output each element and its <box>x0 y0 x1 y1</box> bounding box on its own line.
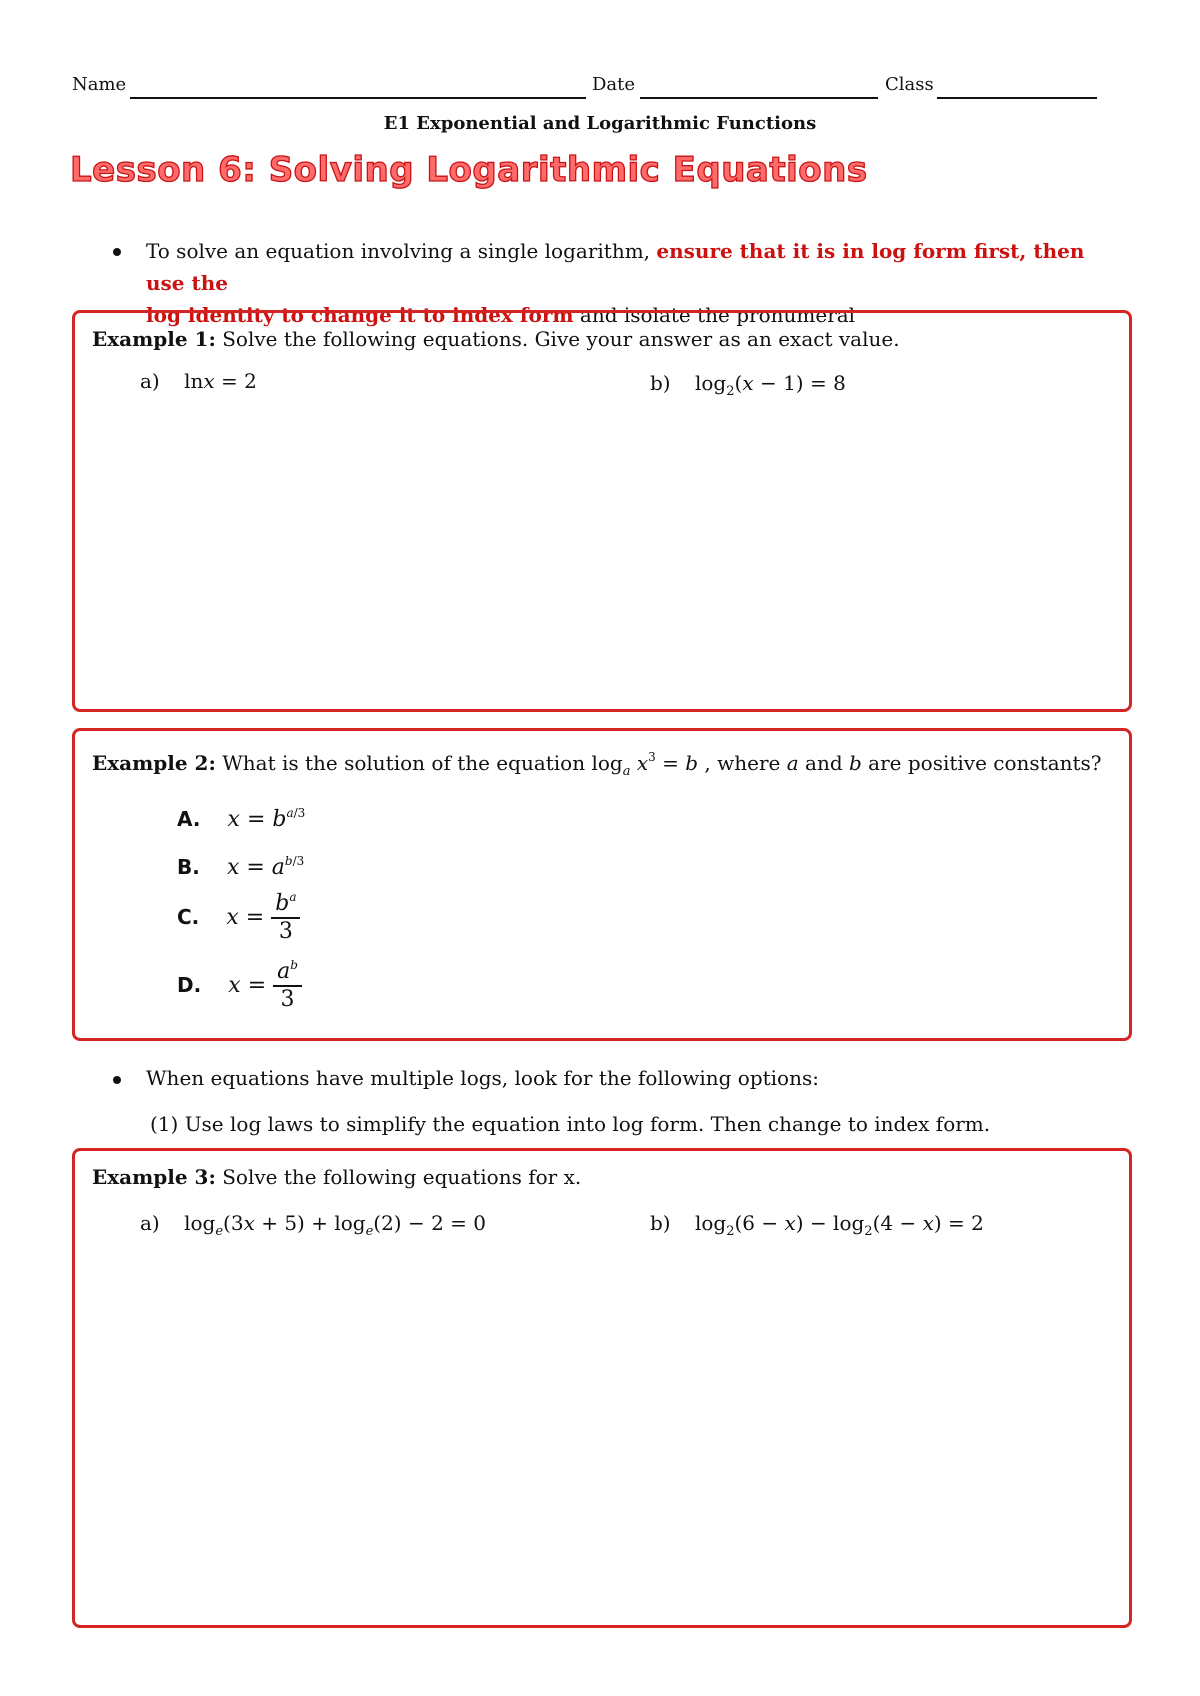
bullet-multiple-logs: When equations have multiple logs, look for the following options: <box>146 1066 819 1090</box>
example2-equation: $\log_a x^3 = b$ <box>591 750 699 779</box>
option-c[interactable] <box>177 891 300 945</box>
date-label: Date <box>592 74 636 95</box>
example2-heading: Example 2: What is the solution of the equation $\log_a x^3 = b$ , where a and b are positive constants? <box>92 750 1102 779</box>
ex3-part-a-equation: $\log_e(3x + 5) + \log_e(2) - 2 = 0$ <box>184 1211 487 1239</box>
option-a-letter: A. <box>177 807 201 831</box>
option-d[interactable] <box>177 959 302 1013</box>
option-1-text: (1) Use log laws to simplify the equation into log form. Then change to index form. <box>150 1112 991 1136</box>
example2-label: Example 2: <box>92 751 216 775</box>
option-d-letter: D. <box>177 973 202 997</box>
bullet1-pre: To solve an equation involving a single logarithm, <box>146 239 657 263</box>
example1-box <box>72 310 1132 712</box>
example1-heading <box>92 327 900 351</box>
class-field[interactable] <box>937 97 1097 99</box>
bullet1-post: and isolate the pronumeral <box>573 303 856 327</box>
ex3-part-b-label: b) <box>650 1211 671 1235</box>
part-b-equation: $\log_2(x - 1) = 8$ <box>694 371 846 399</box>
example3-part-a <box>140 1211 487 1239</box>
option-c-expr: x = $\frac{b^a}{3}$ <box>226 905 300 930</box>
example1-label: Example 1: <box>92 327 216 351</box>
ex3-part-a-label: a) <box>140 1211 160 1235</box>
option-b[interactable] <box>177 855 304 880</box>
bullet1-red2: log identity to change it to index form <box>146 303 574 327</box>
unit-title: E1 Exponential and Logarithmic Functions <box>383 113 817 134</box>
option-b-letter: B. <box>177 855 200 879</box>
example1-part-b <box>650 371 846 399</box>
example1-part-a <box>140 369 257 393</box>
class-label: Class <box>885 74 934 95</box>
example3-heading <box>92 1165 581 1189</box>
bullet-icon <box>113 1076 121 1084</box>
option-b-expr: $x = a^{b/3}$ <box>226 854 305 880</box>
example1-text: Solve the following equations. Give your answer as an exact value. <box>215 327 900 351</box>
example2-box <box>72 728 1132 1041</box>
option-d-expr: x = $\frac{a^b}{3}$ <box>228 973 302 998</box>
example2-text-pre: What is the solution of the equation <box>215 751 592 775</box>
example3-box <box>72 1148 1132 1628</box>
date-field[interactable] <box>640 97 878 99</box>
part-a-equation: lnx = 2 <box>184 369 257 393</box>
ex3-part-b-equation: $\log_2(6 - x) - \log_2(4 - x) = 2$ <box>694 1211 984 1239</box>
example3-part-b <box>650 1211 984 1239</box>
example3-text: Solve the following equations for x. <box>215 1165 582 1189</box>
part-a-label: a) <box>140 369 160 393</box>
example3-label: Example 3: <box>92 1165 216 1189</box>
name-field[interactable] <box>130 97 586 99</box>
option-c-letter: C. <box>177 905 200 929</box>
option-a[interactable] <box>177 807 305 832</box>
bullet-icon <box>113 248 121 256</box>
lesson-title: Lesson 6: Solving Logarithmic Equations <box>70 150 868 190</box>
bullet1-red: ensure that it is in log form first, then use the <box>146 239 1085 295</box>
name-label: Name <box>72 74 127 95</box>
option-a-expr: $x = b^{a/3}$ <box>227 806 306 832</box>
part-b-label: b) <box>650 371 671 395</box>
